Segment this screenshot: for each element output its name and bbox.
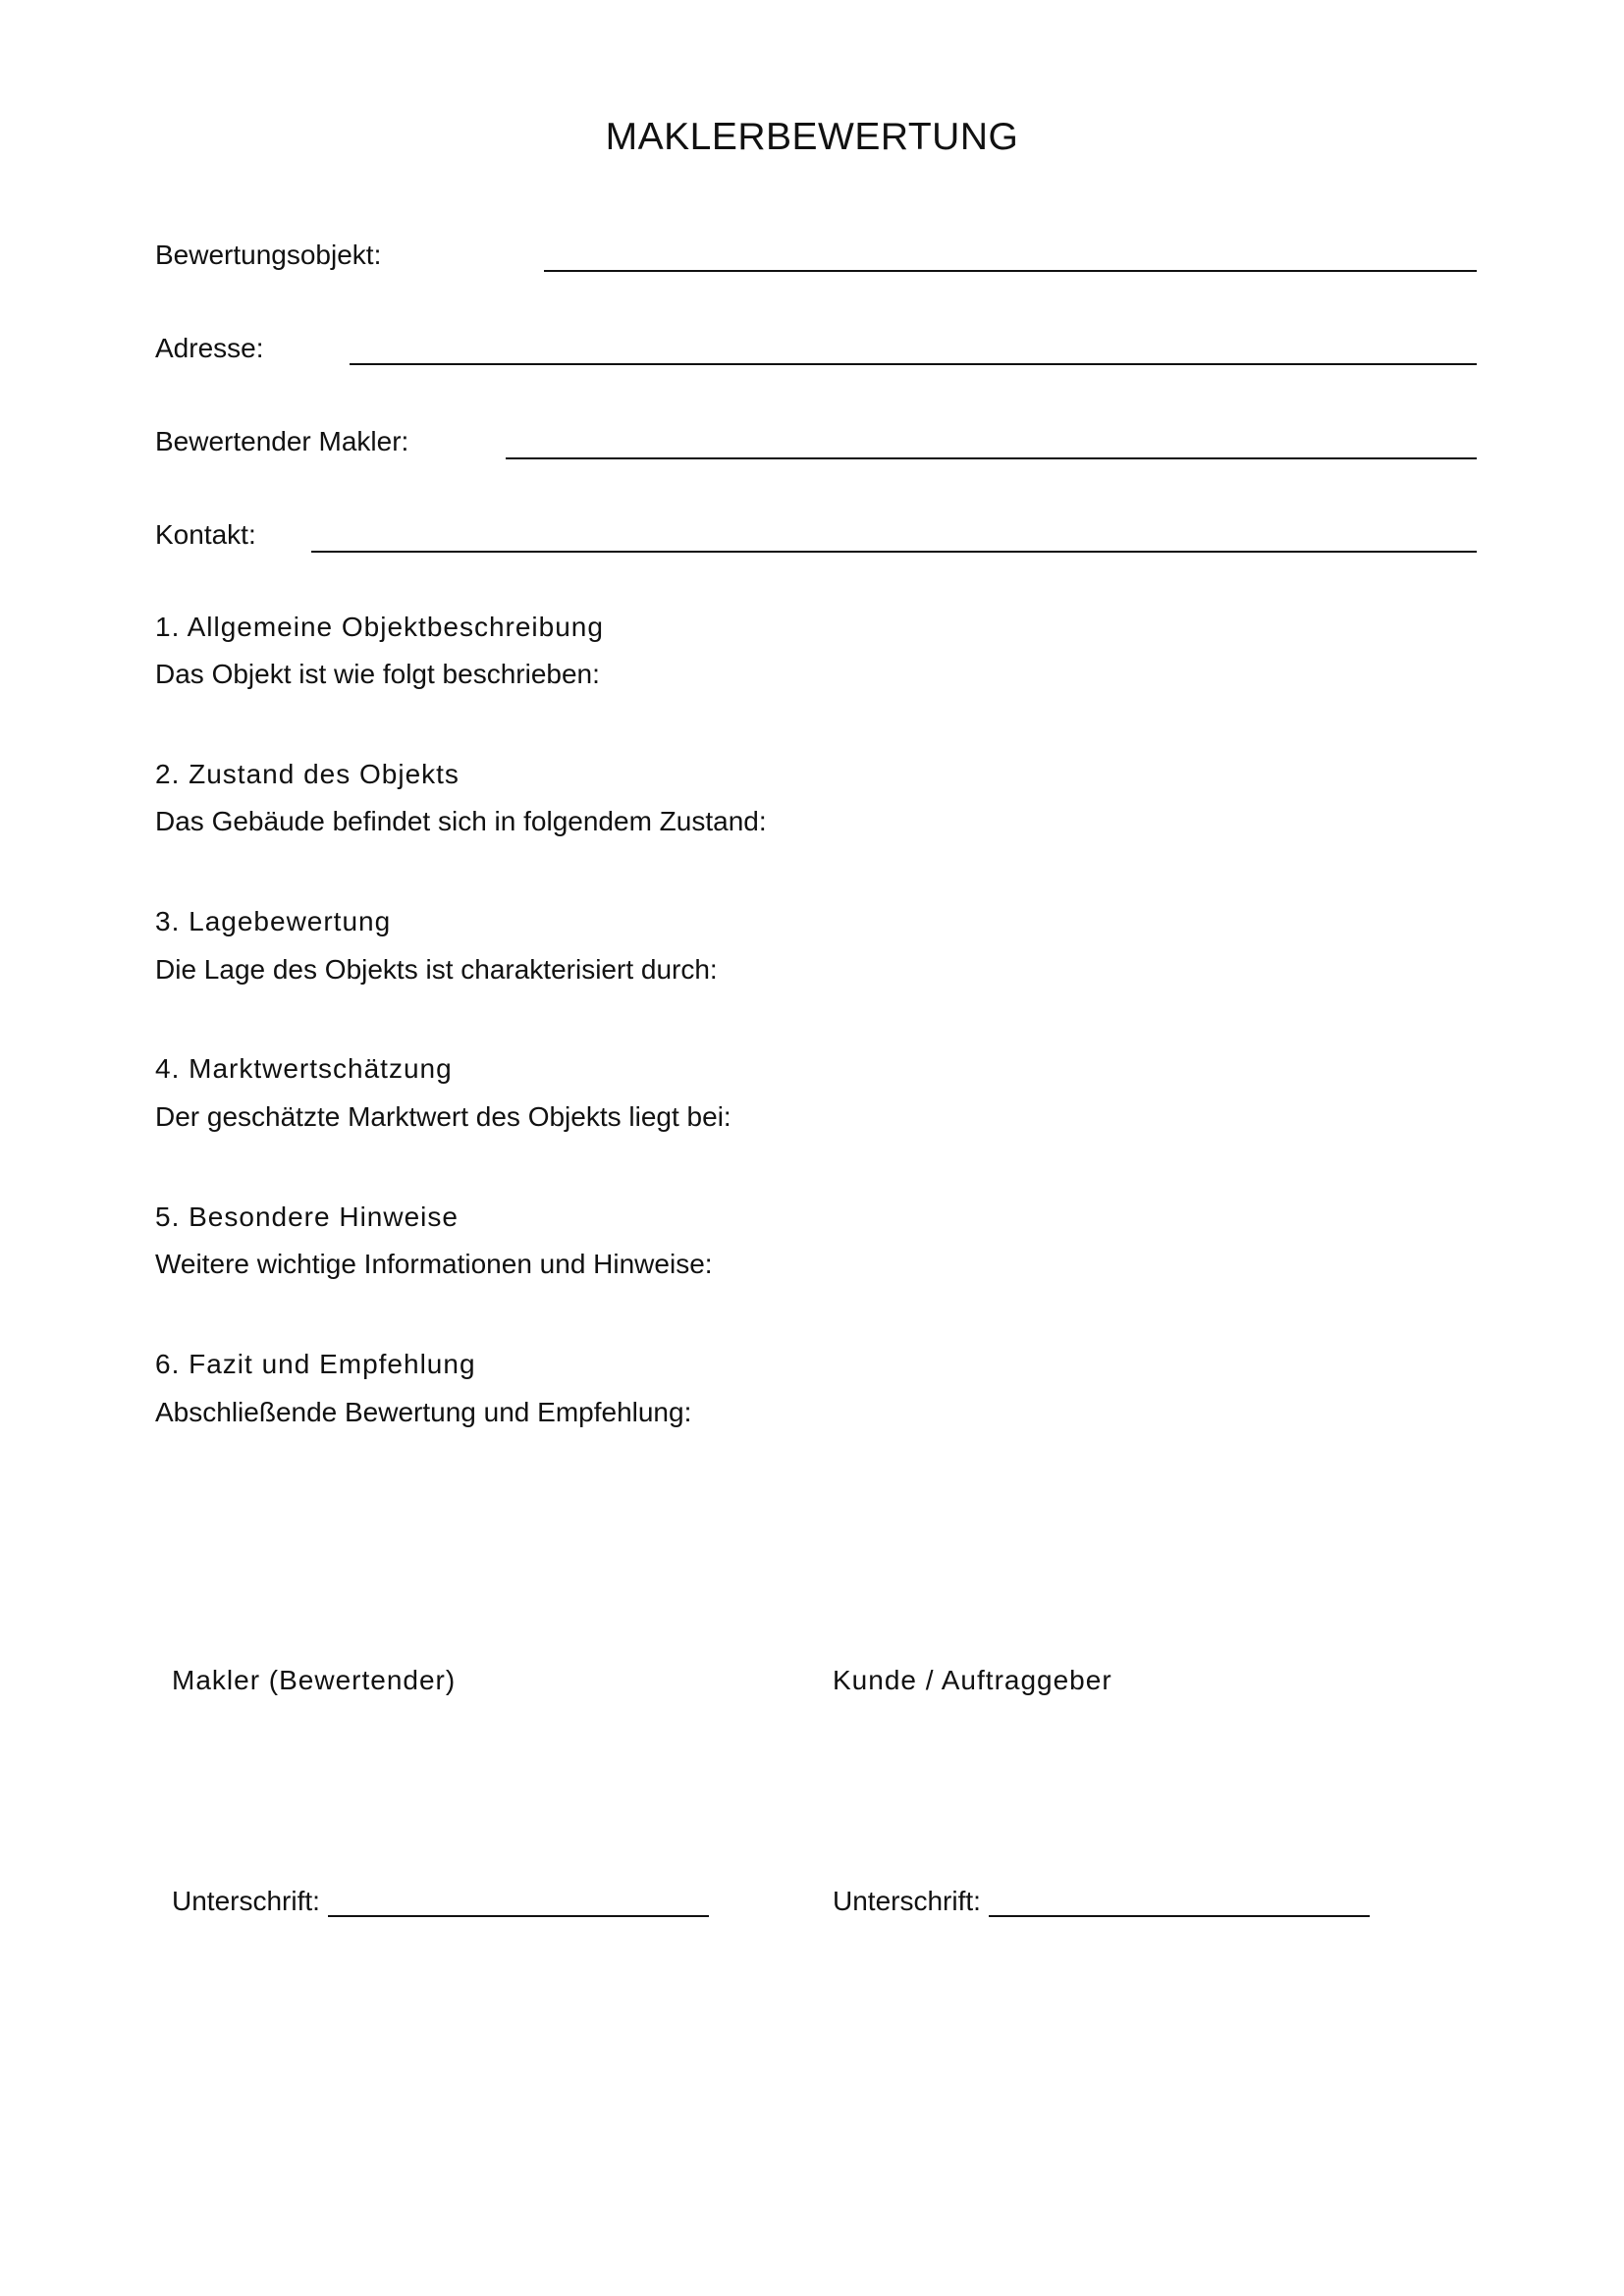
- client-party-label: Kunde / Auftraggeber: [833, 1665, 1112, 1695]
- section-heading-condition: 2. Zustand des Objekts: [155, 759, 460, 789]
- section-text-conclusion: Abschließende Bewertung und Empfehlung:: [155, 1397, 692, 1427]
- section-text-condition: Das Gebäude befindet sich in folgendem Zustand:: [155, 806, 767, 836]
- client-signature-line[interactable]: [989, 1915, 1370, 1917]
- broker-label: Bewertender Makler:: [155, 426, 409, 456]
- document-title: MAKLERBEWERTUNG: [605, 116, 1019, 158]
- broker-party-label: Makler (Bewertender): [172, 1665, 457, 1695]
- section-heading-conclusion: 6. Fazit und Empfehlung: [155, 1349, 476, 1379]
- section-text-market-value: Der geschätzte Marktwert des Objekts liegt bei:: [155, 1101, 731, 1132]
- address-field[interactable]: [350, 363, 1477, 365]
- contact-label: Kontakt:: [155, 519, 256, 550]
- client-signature-label: Unterschrift:: [833, 1886, 981, 1916]
- broker-signature-label: Unterschrift:: [172, 1886, 320, 1916]
- section-heading-notes: 5. Besondere Hinweise: [155, 1201, 459, 1232]
- broker-signature-line[interactable]: [328, 1915, 709, 1917]
- section-text-description: Das Objekt ist wie folgt beschrieben:: [155, 659, 600, 689]
- section-heading-market-value: 4. Marktwertschätzung: [155, 1053, 453, 1084]
- object-field[interactable]: [544, 270, 1477, 272]
- address-label: Adresse:: [155, 333, 264, 363]
- section-text-location: Die Lage des Objekts ist charakterisiert durch:: [155, 954, 718, 985]
- broker-field[interactable]: [506, 457, 1477, 459]
- section-heading-description: 1. Allgemeine Objektbeschreibung: [155, 612, 604, 642]
- section-text-notes: Weitere wichtige Informationen und Hinweise:: [155, 1249, 713, 1279]
- contact-field[interactable]: [311, 551, 1477, 553]
- section-heading-location: 3. Lagebewertung: [155, 906, 392, 936]
- object-label: Bewertungsobjekt:: [155, 240, 382, 270]
